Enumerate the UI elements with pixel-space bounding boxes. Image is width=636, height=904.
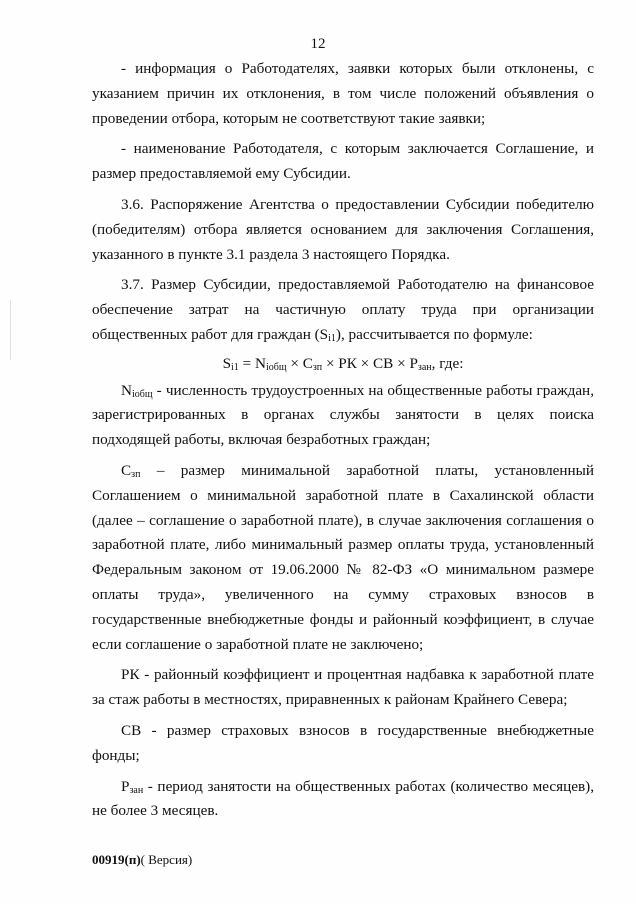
definition-p-symbol: P	[121, 777, 130, 795]
paragraph-rejected-info: - информация о Работодателях, заявки которых были отклонены, с указанием причин их отклонения, в том числе положений объявления о проведении отбора, которым не соответствуют такие заявки;	[92, 60, 594, 127]
footer-version: ( Версия)	[140, 852, 193, 867]
definition-c-symbol: C	[121, 461, 132, 479]
formula-p-sub: зан	[417, 361, 432, 373]
definition-n	[92, 379, 594, 453]
definition-rk: РК - районный коэффициент и процентная надбавка к заработной плате за стаж работы в местностях, приравненных к районам Крайнего Севера;	[92, 666, 594, 709]
definition-p-sub: зан	[129, 784, 144, 796]
paragraph-3-7	[92, 273, 594, 347]
formula-n: = N	[238, 354, 266, 372]
formula-c-sub: зп	[312, 361, 323, 373]
paragraph-3-7-text: 3.7. Размер Субсидии, предоставляемой Работодателю на финансовое обеспечение затрат на частичную оплату труда при организации общественных работ для граждан (S	[92, 276, 594, 343]
definition-p-text: - период занятости на общественных работах (количество месяцев), не более 3 месяцев.	[92, 777, 594, 820]
paragraph-3-6: 3.6. Распоряжение Агентства о предоставлении Субсидии победителю (победителям) отбора является основанием для заключения Соглашения, указанного в пункте 3.1 раздела 3 настоящего Порядка.	[92, 195, 594, 263]
definition-n-sub: iобщ	[131, 388, 153, 400]
paragraph-3-7-sub: i1	[328, 332, 336, 344]
document-footer	[92, 852, 192, 868]
definition-n-text: - численность трудоустроенных на общественные работы граждан, зарегистрированных в органах службы занятости в целях поиска подходящей работы, включая безработных граждан;	[92, 381, 594, 449]
formula-n-sub: iобщ	[265, 361, 287, 373]
scan-margin-mark	[10, 300, 11, 360]
formula-tail: , где:	[431, 354, 464, 372]
footer-code: 00919(п)	[92, 852, 141, 867]
subsidy-formula	[92, 352, 594, 377]
definition-c-text: – размер минимальной заработной платы, установленный Соглашением о минимальной заработной плате в Сахалинской области (далее – соглашение о заработной плате), в случае заключения соглашения о заработной плате, либо минимальный размер оплаты труда, установленный Федеральным законом от 19.06.2000 № 82-ФЗ «О минимальном размере оплаты труда», увеличенного на сумму страховых взносов в государственные внебюджетные фонды и районный коэффициент, в случае если соглашение о заработной плате не заключено;	[92, 461, 594, 653]
formula-c: × C	[286, 354, 313, 372]
definition-c	[92, 459, 594, 657]
definition-c-sub: зп	[131, 468, 141, 480]
paragraph-3-7-tail: ), рассчитывается по формуле:	[335, 325, 533, 343]
paragraph-employer-name: - наименование Работодателя, с которым заключается Соглашение, и размер предоставляемой ему Субсидии.	[92, 140, 594, 183]
definition-sv: СВ - размер страховых взносов в государственные внебюджетные фонды;	[92, 721, 594, 764]
definition-n-symbol: N	[121, 381, 132, 399]
formula-s-sub: i1	[231, 361, 239, 373]
document-body	[92, 57, 594, 830]
formula-rest: × РК × СВ × P	[322, 354, 418, 372]
formula-s: S	[222, 354, 232, 372]
page-number: 12	[310, 36, 326, 52]
definition-p	[92, 775, 594, 825]
